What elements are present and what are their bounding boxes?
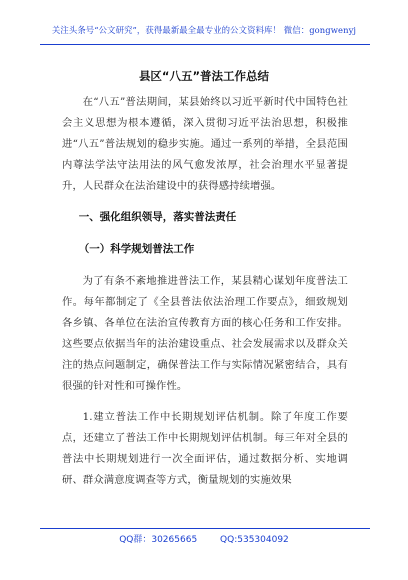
body-paragraph: 为了有条不紊地推进普法工作，某县精心谋划年度普法工作。每年都制定了《全县普法依法治理工作要点》，细致规划各乡镇、各单位在法治宣传教育方面的核心任务和工作安排。这些要点依据当年的法治建设重点、社会发展需求以及群众关注的热点问题制定，确保普法工作与实际情况紧密结合，具有很强的针对性和可操作性。 [62,275,348,392]
document-body [62,92,348,501]
intro-paragraph: 在“八五”普法期间，某县始终以习近平新时代中国特色社会主义思想为根本遵循，深入贯彻习近平法治思想，积极推进“八五”普法规划的稳步实施。通过一系列的举措，全县范围内尊法学法守法用法的风气愈发浓厚，社会治理水平显著提升，人民群众在法治建设中的获得感持续增强。 [62,96,348,192]
body-paragraph-numbered: 1.建立普法工作中长期规划评估机制。除了年度工作要点，还建立了普法工作中长期规划评估机制。每三年对全县的普法中长期规划进行一次全面评估，通过数据分析、实地调研、群众满意度调查等方式，衡量规划的实施效果 [62,411,348,486]
header-divider [40,44,370,45]
header-banner: 关注头条号“公文研究”，获得最新最全最专业的公文资料库！ 微信：gongwenyj [51,25,357,35]
document-title: 县区“八五”普法工作总结 [138,69,270,83]
footer-divider [40,528,370,529]
footer-contact: QQ群：30265665 QQ:535304092 [119,535,289,545]
subsection-heading: （一）科学规划普法工作 [78,243,195,255]
section-heading: 一、强化组织领导，落实普法责任 [78,211,237,223]
